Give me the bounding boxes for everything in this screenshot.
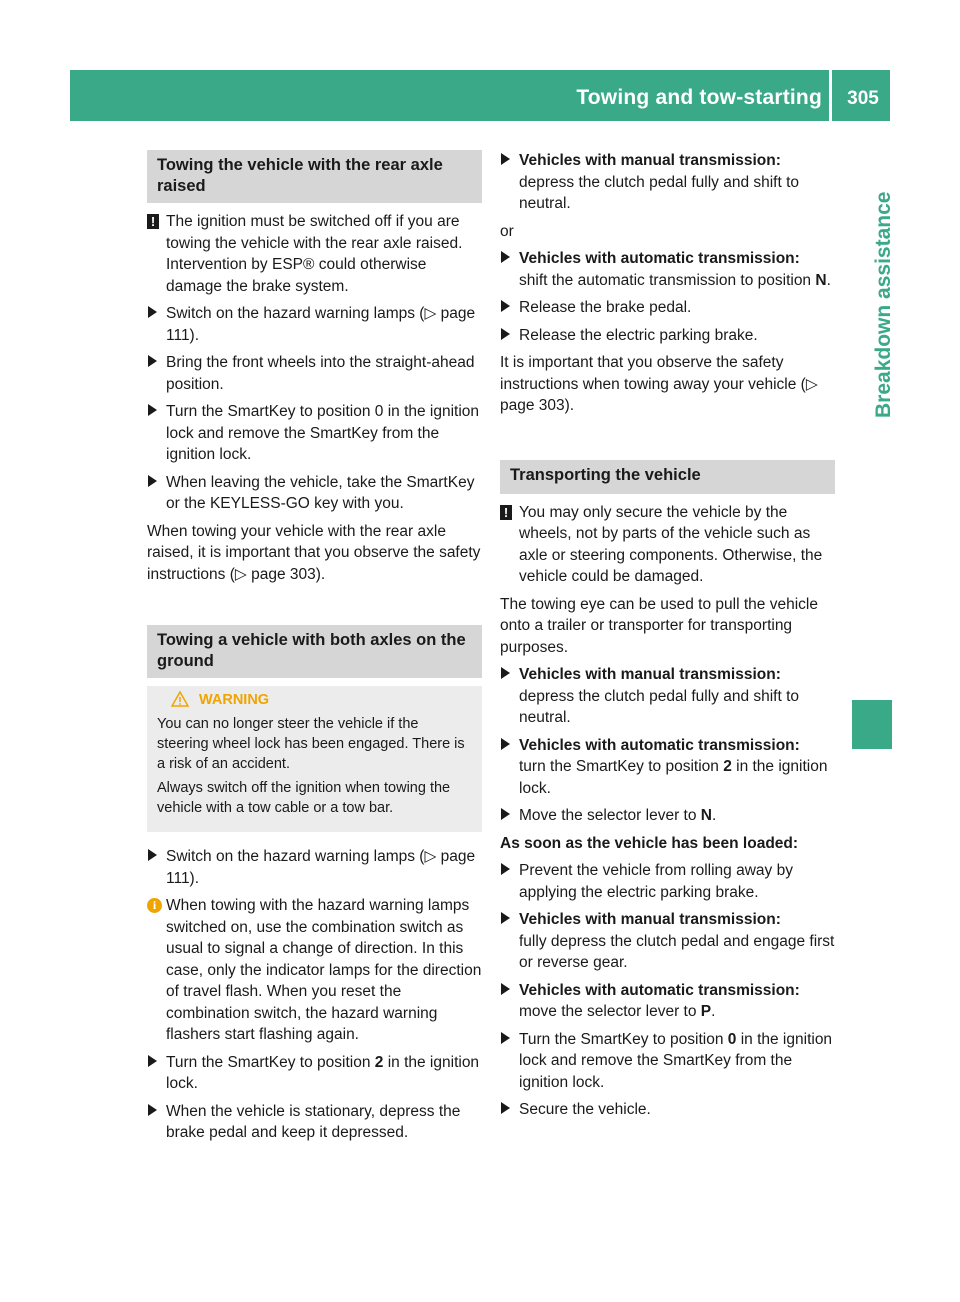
step-arrow-icon xyxy=(148,475,157,487)
step-text: Turn the SmartKey to position xyxy=(519,1030,728,1048)
paragraph: The towing eye can be used to pull the vehicle onto a trailer or transporter for transporting purposes. xyxy=(500,595,818,656)
caution-text: The ignition must be switched off if you are towing the vehicle with the rear axle raised. Intervention by ESP® could otherwise damage the brake system. xyxy=(166,213,463,295)
step-condition: Vehicles with manual transmission: xyxy=(519,666,781,683)
step-item xyxy=(500,325,835,347)
step-arrow-icon xyxy=(148,1104,157,1116)
step-text: Switch on the hazard warning lamps (▷ page 111). xyxy=(166,848,476,887)
right-column xyxy=(500,150,835,1127)
warning-box xyxy=(147,686,482,832)
step-text: Prevent the vehicle from rolling away by applying the electric parking brake. xyxy=(519,862,793,901)
step-item xyxy=(500,297,835,319)
step-text: Turn the SmartKey to position 0 in the ignition lock and remove the SmartKey from the ignition lock. xyxy=(166,403,480,463)
position-value: 0 xyxy=(727,1030,737,1048)
left-column xyxy=(147,150,482,1150)
step-condition: Vehicles with manual transmission: xyxy=(519,911,781,928)
step-text: When leaving the vehicle, take the SmartKey or the KEYLESS-GO key with you. xyxy=(166,473,475,512)
step-item xyxy=(147,1052,482,1095)
step-item xyxy=(500,909,835,974)
step-text: Release the brake pedal. xyxy=(519,299,692,316)
step-text: Turn the SmartKey to position xyxy=(166,1053,375,1071)
gear-value: N xyxy=(700,807,712,824)
warning-label: WARNING xyxy=(199,692,270,708)
info-text: When towing with the hazard warning lamps switched on, use the combination switch as usual to signal a change of direction. In this case, only the indicator lamps for the direction of travel flash. When you reset the combination switch, the hazard warning flashers start flashing again. xyxy=(166,897,482,1043)
step-item xyxy=(147,303,482,346)
step-item xyxy=(500,805,835,827)
step-text: Secure the vehicle. xyxy=(519,1101,651,1118)
step-item xyxy=(500,735,835,800)
page-number: 305 xyxy=(847,88,879,109)
step-arrow-icon xyxy=(501,983,510,995)
step-text: move the selector lever to xyxy=(519,1003,701,1020)
step-text: fully depress the clutch pedal and engage first or reverse gear. xyxy=(519,932,835,971)
step-condition: Vehicles with automatic transmission: xyxy=(519,981,800,999)
exclamation-icon: ! xyxy=(500,505,512,520)
step-arrow-icon xyxy=(501,251,510,263)
step-item xyxy=(500,150,835,215)
step-arrow-icon xyxy=(148,306,157,318)
caution-text: You may only secure the vehicle by the wheels, not by parts of the vehicle such as axle or steering components. Otherwise, the vehicle could be damaged. xyxy=(519,503,823,585)
step-text: When the vehicle is stationary, depress the brake pedal and keep it depressed. xyxy=(166,1102,461,1141)
step-arrow-icon xyxy=(501,808,510,820)
chapter-title: Towing and tow-starting xyxy=(576,86,822,109)
step-text: Move the selector lever to xyxy=(519,807,701,824)
step-arrow-icon xyxy=(501,912,510,924)
section-heading: Transporting the vehicle xyxy=(500,460,835,494)
paragraph: It is important that you observe the safety instructions when towing away your vehicle (▷ page 303). xyxy=(500,354,818,414)
step-item xyxy=(500,980,835,1023)
step-condition: Vehicles with automatic transmission: xyxy=(519,250,800,267)
side-tab-marker xyxy=(852,700,892,749)
section-heading: Towing a vehicle with both axles on the ground xyxy=(147,625,482,678)
step-condition: Vehicles with manual transmission: xyxy=(519,152,781,169)
step-arrow-icon xyxy=(148,355,157,367)
exclamation-icon: ! xyxy=(147,214,159,229)
info-note xyxy=(147,895,482,1046)
step-item xyxy=(500,1029,835,1094)
step-text: . xyxy=(711,1003,716,1020)
subheading: As soon as the vehicle has been loaded: xyxy=(500,834,799,852)
step-text: depress the clutch pedal fully and shift to neutral. xyxy=(519,687,800,726)
step-text: in the ignition lock. xyxy=(166,1053,480,1092)
step-text: Release the electric parking brake. xyxy=(519,326,758,344)
step-arrow-icon xyxy=(501,328,510,340)
step-arrow-icon xyxy=(148,849,157,861)
or-label: or xyxy=(500,222,514,240)
step-text: shift the automatic transmission to position xyxy=(519,271,816,289)
info-icon: i xyxy=(147,898,162,913)
step-arrow-icon xyxy=(501,667,510,679)
step-arrow-icon xyxy=(501,863,510,875)
step-text: Bring the front wheels into the straight-ahead position. xyxy=(166,354,475,393)
caution-note xyxy=(147,211,482,297)
step-arrow-icon xyxy=(148,404,157,416)
paragraph: When towing your vehicle with the rear axle raised, it is important that you observe the safety instructions (▷ page 303). xyxy=(147,522,481,583)
step-text: turn the SmartKey to position xyxy=(519,758,724,775)
step-item xyxy=(500,1099,835,1121)
warning-title xyxy=(157,690,474,710)
position-value: 2 xyxy=(723,758,732,775)
step-arrow-icon xyxy=(501,300,510,312)
step-item xyxy=(500,860,835,903)
section-heading: Towing the vehicle with the rear axle raised xyxy=(147,150,482,203)
step-text: . xyxy=(711,807,717,824)
step-item xyxy=(147,846,482,889)
step-text: in the ignition lock. xyxy=(519,758,828,797)
step-arrow-icon xyxy=(501,738,510,750)
step-arrow-icon xyxy=(501,153,510,165)
step-arrow-icon xyxy=(148,1055,157,1067)
caution-note xyxy=(500,502,835,588)
step-item xyxy=(147,472,482,515)
gear-value: P xyxy=(700,1003,712,1020)
side-tab-label: Breakdown assistance xyxy=(872,191,895,418)
warning-text: Always switch off the ignition when towing the vehicle with a tow cable or a tow bar. xyxy=(157,780,451,816)
warning-text: You can no longer steer the vehicle if the steering wheel lock has been engaged. There is a risk of an accident. xyxy=(157,716,465,772)
step-item xyxy=(147,352,482,395)
step-item xyxy=(500,664,835,729)
step-text: in the ignition lock and remove the SmartKey from the ignition lock. xyxy=(519,1030,833,1091)
step-arrow-icon xyxy=(501,1032,510,1044)
step-item xyxy=(147,401,482,466)
step-text: depress the clutch pedal fully and shift to neutral. xyxy=(519,173,800,212)
step-condition: Vehicles with automatic transmission: xyxy=(519,736,800,754)
step-text: . xyxy=(826,271,831,289)
step-arrow-icon xyxy=(501,1102,510,1114)
header-divider xyxy=(829,70,832,121)
step-text: Switch on the hazard warning lamps (▷ page 111). xyxy=(166,305,476,344)
warning-triangle-icon xyxy=(171,691,189,707)
position-value: 2 xyxy=(374,1053,384,1071)
gear-value: N xyxy=(815,271,827,289)
step-item xyxy=(500,248,835,291)
step-item xyxy=(147,1101,482,1144)
